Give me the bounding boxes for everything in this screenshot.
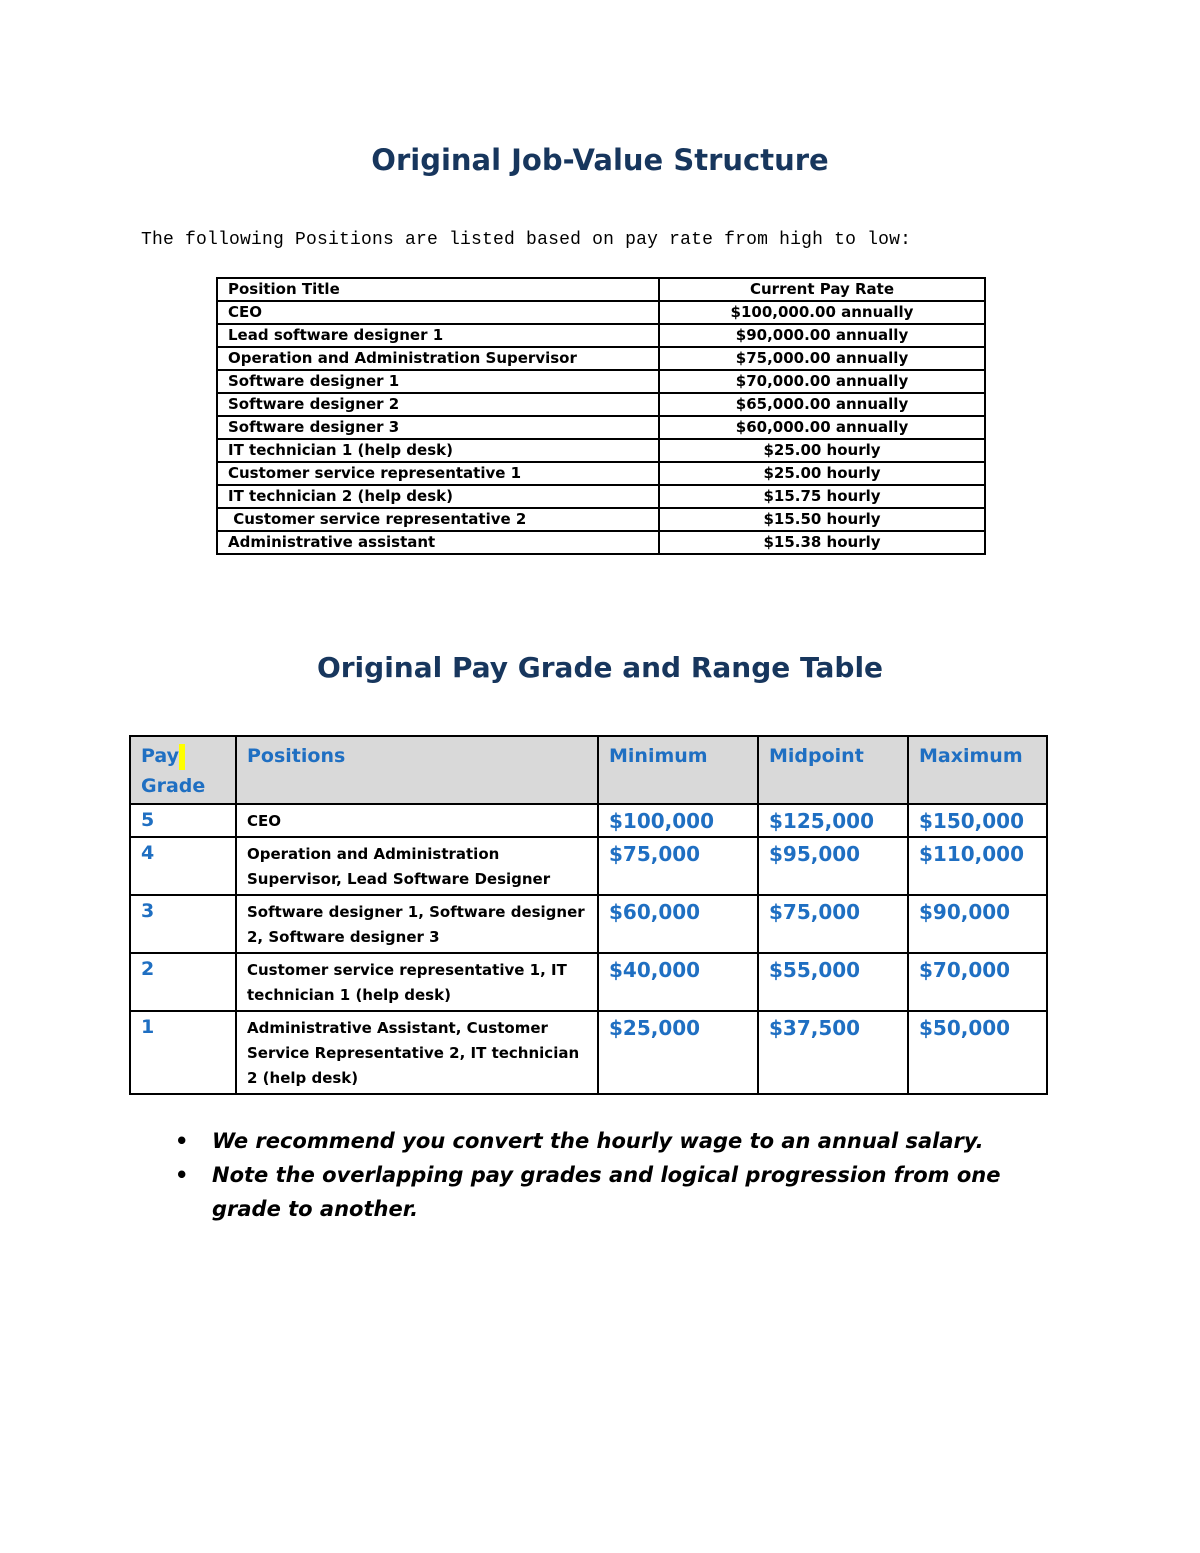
position-title-cell: Customer service representative 2 — [217, 508, 659, 531]
recommendation-list — [175, 1124, 1055, 1226]
column-header-position-title: Position Title — [217, 278, 659, 301]
midpoint-cell: $95,000 — [758, 837, 908, 895]
table-header-row — [130, 736, 1047, 804]
table-row — [217, 347, 985, 370]
section-title: Original Pay Grade and Range Table — [316, 651, 884, 684]
grade-cell: 1 — [130, 1011, 236, 1094]
table-row — [217, 485, 985, 508]
minimum-cell: $25,000 — [598, 1011, 758, 1094]
grade-cell: 2 — [130, 953, 236, 1011]
job-value-table — [216, 277, 986, 555]
list-item — [175, 1124, 1055, 1158]
grade-cell: 4 — [130, 837, 236, 895]
maximum-cell: $70,000 — [908, 953, 1047, 1011]
bullet-icon: • — [175, 1129, 189, 1153]
pay-rate-cell: $15.75 hourly — [659, 485, 985, 508]
positions-cell: Customer service representative 1, IT technician 1 (help desk) — [236, 953, 598, 1011]
intro-text: The following Positions are listed based on pay rate from high to low: — [141, 230, 912, 250]
table-row — [130, 953, 1047, 1011]
table-row — [217, 531, 985, 554]
table-row — [217, 370, 985, 393]
position-title-cell: Operation and Administration Supervisor — [217, 347, 659, 370]
pay-rate-cell: $15.38 hourly — [659, 531, 985, 554]
list-item — [175, 1158, 1055, 1226]
column-header-pay-grade — [130, 736, 236, 804]
pay-label: Pay — [141, 745, 180, 767]
column-header-midpoint: Midpoint — [758, 736, 908, 804]
midpoint-cell: $55,000 — [758, 953, 908, 1011]
text-cursor-highlight — [179, 744, 185, 770]
minimum-cell: $40,000 — [598, 953, 758, 1011]
midpoint-cell: $75,000 — [758, 895, 908, 953]
table-row — [130, 804, 1047, 837]
position-title-cell: Software designer 3 — [217, 416, 659, 439]
table-header-row — [217, 278, 985, 301]
positions-cell: Software designer 1, Software designer 2, Software designer 3 — [236, 895, 598, 953]
pay-grade-table — [129, 735, 1048, 1095]
minimum-cell: $60,000 — [598, 895, 758, 953]
grade-label: Grade — [141, 775, 206, 797]
position-title-cell: IT technician 2 (help desk) — [217, 485, 659, 508]
grade-cell: 5 — [130, 804, 236, 837]
grade-cell: 3 — [130, 895, 236, 953]
position-title-cell: Software designer 1 — [217, 370, 659, 393]
column-header-minimum: Minimum — [598, 736, 758, 804]
pay-rate-cell: $25.00 hourly — [659, 439, 985, 462]
note-text: We recommend you convert the hourly wage to an annual salary. — [212, 1129, 984, 1153]
pay-rate-cell: $75,000.00 annually — [659, 347, 985, 370]
table-row — [130, 837, 1047, 895]
position-title-cell: CEO — [217, 301, 659, 324]
note-text: Note the overlapping pay grades and logical progression from one grade to another. — [212, 1163, 1001, 1221]
pay-rate-cell: $70,000.00 annually — [659, 370, 985, 393]
position-title-cell: Software designer 2 — [217, 393, 659, 416]
table-row — [217, 508, 985, 531]
maximum-cell: $110,000 — [908, 837, 1047, 895]
maximum-cell: $50,000 — [908, 1011, 1047, 1094]
minimum-cell: $100,000 — [598, 804, 758, 837]
column-header-positions: Positions — [236, 736, 598, 804]
positions-cell: Operation and Administration Supervisor, Lead Software Designer — [236, 837, 598, 895]
pay-rate-cell: $25.00 hourly — [659, 462, 985, 485]
minimum-cell: $75,000 — [598, 837, 758, 895]
column-header-maximum: Maximum — [908, 736, 1047, 804]
position-title-cell: Customer service representative 1 — [217, 462, 659, 485]
positions-cell: Administrative Assistant, Customer Service Representative 2, IT technician 2 (help desk) — [236, 1011, 598, 1094]
table-row — [217, 416, 985, 439]
column-header-current-pay-rate: Current Pay Rate — [659, 278, 985, 301]
table-row — [217, 462, 985, 485]
position-title-cell: IT technician 1 (help desk) — [217, 439, 659, 462]
pay-rate-cell: $100,000.00 annually — [659, 301, 985, 324]
table-row — [217, 324, 985, 347]
table-row — [130, 895, 1047, 953]
pay-rate-cell: $90,000.00 annually — [659, 324, 985, 347]
midpoint-cell: $37,500 — [758, 1011, 908, 1094]
table-row — [217, 301, 985, 324]
position-title-cell: Lead software designer 1 — [217, 324, 659, 347]
pay-rate-cell: $60,000.00 annually — [659, 416, 985, 439]
pay-rate-cell: $15.50 hourly — [659, 508, 985, 531]
pay-rate-cell: $65,000.00 annually — [659, 393, 985, 416]
table-row — [217, 439, 985, 462]
position-title-cell: Administrative assistant — [217, 531, 659, 554]
bullet-icon: • — [175, 1163, 189, 1187]
maximum-cell: $150,000 — [908, 804, 1047, 837]
positions-cell: CEO — [236, 804, 598, 837]
midpoint-cell: $125,000 — [758, 804, 908, 837]
table-row — [130, 1011, 1047, 1094]
table-row — [217, 393, 985, 416]
page-title: Original Job-Value Structure — [371, 143, 829, 177]
maximum-cell: $90,000 — [908, 895, 1047, 953]
